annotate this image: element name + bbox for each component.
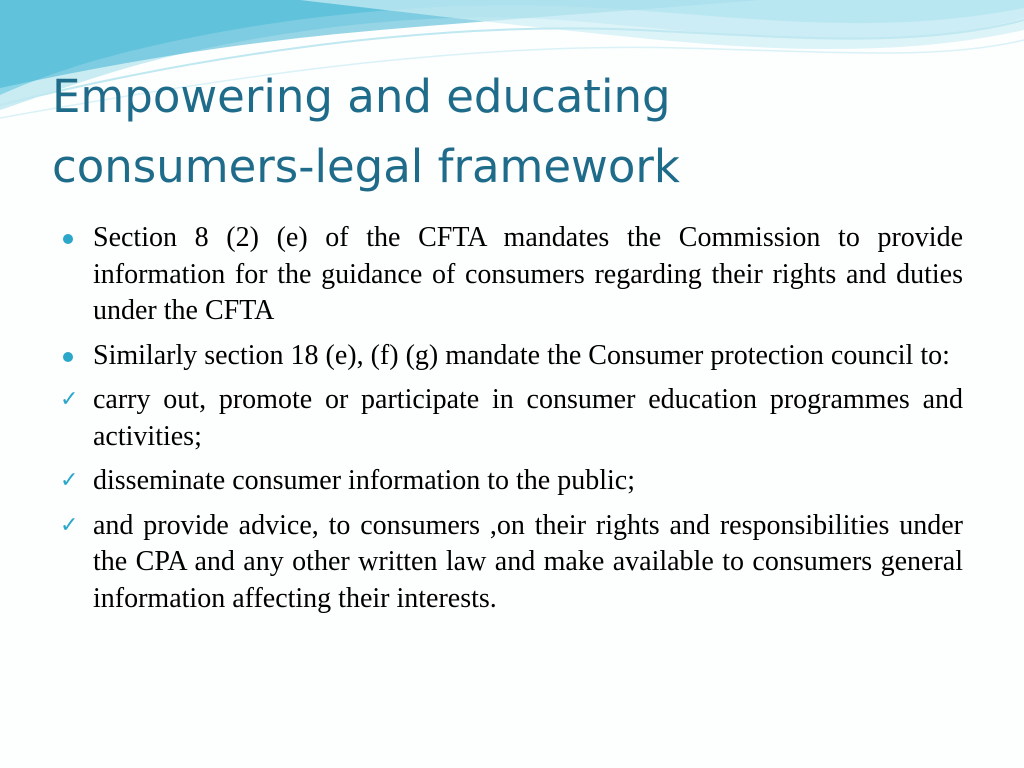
bullet-text: carry out, promote or participate in consumer education programmes and activities; <box>93 384 963 452</box>
list-item <box>58 463 963 500</box>
checkmark-icon: ✓ <box>60 387 79 412</box>
bullet-dot-icon <box>58 220 88 256</box>
bullet-text: Section 8 (2) (e) of the CFTA mandates the Commission to provide information for the guidance of consumers regarding their rights and duties under the CFTA <box>93 222 963 326</box>
checkmark-icon: ✓ <box>60 512 79 538</box>
bullet-text: Similarly section 18 (e), (f) (g) mandate the Consumer protection council to: <box>93 339 950 371</box>
list-item <box>58 508 963 618</box>
bullet-dot-icon <box>58 338 88 374</box>
list-item <box>58 220 963 330</box>
bullet-list <box>58 220 963 625</box>
bullet-text: and provide advice, to consumers ,on their rights and responsibilities under the CPA and any other written law and make available to consumers general information affecting their interests. <box>93 509 963 614</box>
list-item <box>58 338 963 375</box>
checkmark-icon: ✓ <box>60 468 79 493</box>
bullet-text: disseminate consumer information to the public; <box>93 465 635 496</box>
list-item <box>58 382 963 455</box>
slide-title: Empowering and educating consumers-legal framework <box>52 70 680 193</box>
